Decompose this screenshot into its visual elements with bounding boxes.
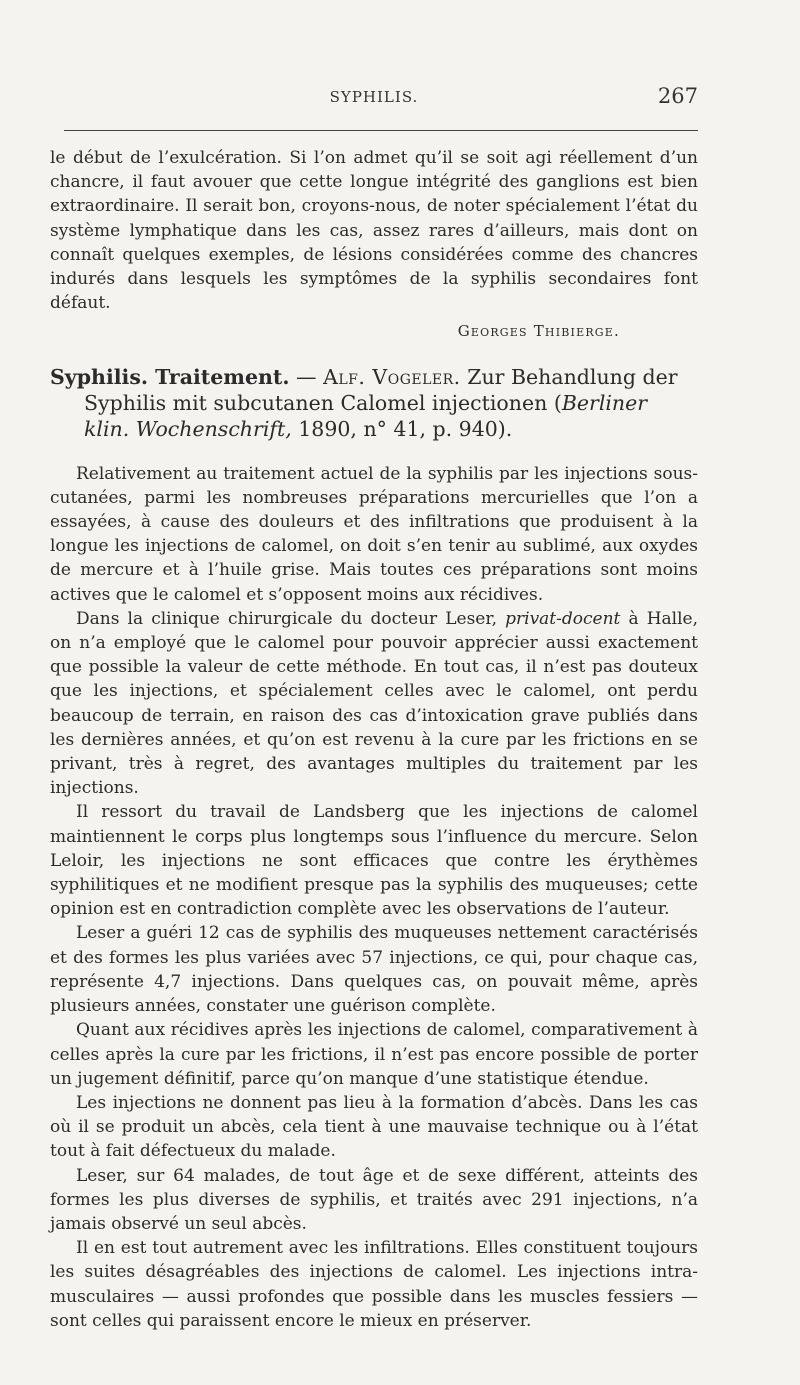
running-title: SYPHILIS. [329, 88, 419, 106]
paragraph-5: Quant aux récidives après les injections de calomel, comparativement à celles après la cure par les frictions, il n’est pas encore possible de porter un jugement définitif, parce qu’on manque d’une statistique étendue. [50, 1020, 698, 1089]
entry-subject: Syphilis. Traitement. [50, 364, 290, 389]
book-page [50, 84, 698, 1331]
author-signature [50, 319, 698, 343]
paragraph-7: Leser, sur 64 malades, de tout âge et de sexe différent, atteints des formes les plus diverses de syphilis, et traités avec 291 injections, n’a jamais observé un seul abcès. [50, 1165, 698, 1234]
continuation-paragraph: le début de l’exulcération. Si l’on admet qu’il se soit agi réellement d’un chancre, il faut avouer que cette longue intégrité des ganglions est bien extraordinaire. Il serait bon, croyons-nous, de noter spécialement l’état du système lymphatique dans les cas, assez rares d’ailleurs, mais dont on connaît quelques exemples, de lésions considérées comme des chancres indurés dans lesquels les symptômes de la syphilis secondaires font défaut. [50, 148, 698, 314]
body-text [50, 146, 698, 1333]
signature-text: Georges Thibierge. [457, 322, 620, 341]
paragraph-2 [50, 607, 698, 801]
entry-citation: 1890, n° 41, p. 940). [291, 416, 513, 441]
running-header [50, 84, 698, 118]
entry-title: Zur Behandlung der Syphilis mit subcutanen Calomel injectionen ( [84, 364, 678, 415]
entry-dash: — [289, 364, 324, 389]
paragraph-8: Il en est tout autrement avec les infiltrations. Elles constituent toujours les suites désagréables des injections de calomel. Les injections intra-musculaires — aussi profondes que possible dans les muscles fessiers — sont celles qui paraissent encore le mieux en préserver. [50, 1238, 698, 1331]
header-rule [64, 130, 698, 131]
entry-author: Alf. Vogeler. [323, 364, 461, 389]
paragraph-2-end: à Halle, on n’a employé que le calomel pour pouvoir apprécier aussi exactement que possible la valeur de cette méthode. En tout cas, il n’est pas douteux que les injections, et spécialement celles avec le calomel, ont perdu beaucoup de terrain, en raison des cas d’intoxication grave publiés dans les dernières années, et qu’on est revenu à la cure par les frictions en se privant, très à regret, des avantages multiples du traitement par les injections. [50, 608, 698, 799]
entry-heading [50, 364, 698, 442]
entry-journal: Berliner klin. Wochenschrift, [84, 390, 648, 441]
paragraph-6: Les injections ne donnent pas lieu à la formation d’abcès. Dans les cas où il se produit un abcès, cela tient à une mauvaise technique ou à l’état tout à fait défectueux du malade. [50, 1092, 698, 1162]
paragraph-1: Relativement au traitement actuel de la syphilis par les injections sous-cutanées, parmi les nombreuses préparations mercurielles que l’on a essayées, à cause des douleurs et des infiltrations que produisent à la longue les injections de calomel, on doit s’en tenir au sublimé, aux oxydes de mercure et à l’huile grise. Mais toutes ces préparations sont moins actives que le calomel et s’opposent moins aux récidives. [50, 463, 698, 605]
page-number: 267 [657, 84, 698, 108]
paragraph-2-start: Dans la clinique chirurgicale du docteur Leser, [76, 608, 506, 629]
paragraph-4: Leser a guéri 12 cas de syphilis des muqueuses nettement caractérisés et des formes les plus variées avec 57 injections, ce qui, pour chaque cas, représente 4,7 injections. Dans quelques cas, on pouvait même, après plusieurs années, constater une guérison complète. [50, 923, 698, 1017]
paragraph-3: Il ressort du travail de Landsberg que les injections de calomel maintiennent le corps plus longtemps sous l’influence du mercure. Selon Leloir, les injections ne sont efficaces que contre les érythèmes syphilitiques et ne modifient presque pas la syphilis des muqueuses; cette opinion est en contradiction complète avec les observations de l’auteur. [50, 802, 698, 920]
paragraph-2-italic: privat-docent [505, 608, 621, 629]
